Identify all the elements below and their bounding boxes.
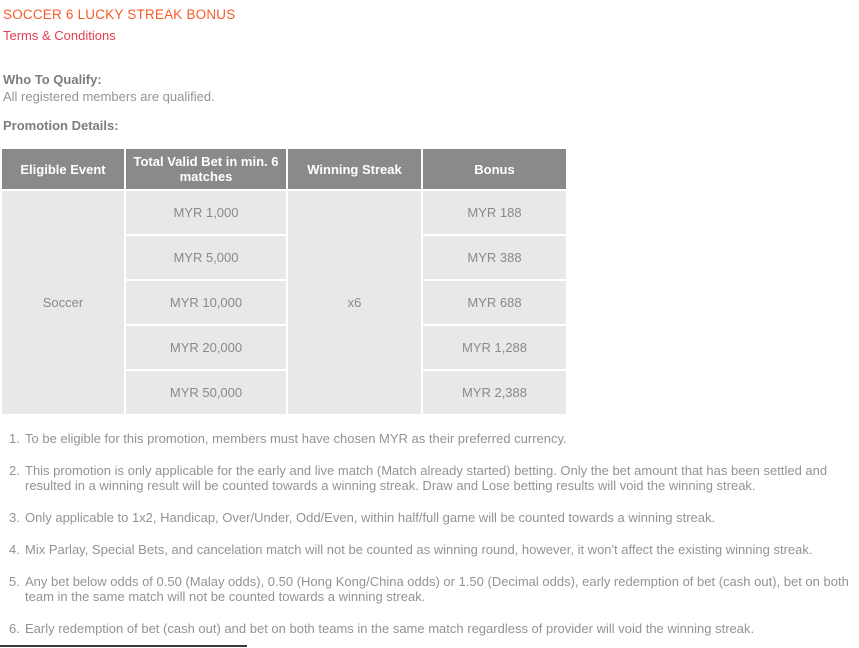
bet-cell: MYR 20,000	[126, 326, 286, 369]
table-row	[2, 191, 566, 234]
bet-cell: MYR 5,000	[126, 236, 286, 279]
qualify-text: All registered members are qualified.	[3, 89, 215, 104]
list-item-number: 2.	[9, 463, 20, 478]
bonus-table	[0, 147, 568, 416]
header-bonus: Bonus	[423, 149, 566, 189]
page-title: SOCCER 6 LUCKY STREAK BONUS	[3, 7, 236, 22]
list-item-number: 5.	[9, 574, 20, 589]
list-item-number: 6.	[9, 621, 20, 636]
list-item	[9, 510, 855, 525]
list-item	[9, 574, 855, 604]
list-item-text: This promotion is only applicable for the early and live match (Match already started) betting. Only the bet amount that has been settled and resulted in a winning result will be counted towards a winning streak. Draw and Lose betting results will void the winning streak.	[25, 463, 828, 493]
list-item-number: 4.	[9, 542, 20, 557]
list-item-number: 3.	[9, 510, 20, 525]
list-item-number: 1.	[9, 431, 20, 446]
qualify-heading: Who To Qualify:	[3, 72, 102, 87]
header-total-valid-bet: Total Valid Bet in min. 6 matches	[126, 149, 286, 189]
bonus-cell: MYR 388	[423, 236, 566, 279]
bonus-table-header	[2, 149, 566, 189]
streak-cell: x6	[288, 191, 421, 414]
list-item	[9, 463, 855, 493]
bonus-cell: MYR 2,388	[423, 371, 566, 414]
terms-conditions-link[interactable]: Terms & Conditions	[3, 28, 116, 43]
bet-cell: MYR 50,000	[126, 371, 286, 414]
header-eligible-event: Eligible Event	[2, 149, 124, 189]
table-header-row	[2, 149, 566, 189]
terms-list	[0, 431, 855, 636]
bottom-divider	[0, 645, 247, 647]
list-item-text: To be eligible for this promotion, members must have chosen MYR as their preferred currency.	[25, 431, 567, 446]
bonus-cell: MYR 688	[423, 281, 566, 324]
bonus-cell: MYR 188	[423, 191, 566, 234]
bet-cell: MYR 1,000	[126, 191, 286, 234]
list-item	[9, 621, 855, 636]
bonus-table-body	[2, 191, 566, 414]
event-cell: Soccer	[2, 191, 124, 414]
list-item-text: Any bet below odds of 0.50 (Malay odds), 0.50 (Hong Kong/China odds) or 1.50 (Decimal odds), early redemption of bet (cash out), bet on both team in the same match will not be counted towards a winning streak.	[25, 574, 849, 604]
promotion-details-heading: Promotion Details:	[3, 118, 119, 133]
header-winning-streak: Winning Streak	[288, 149, 421, 189]
list-item-text: Early redemption of bet (cash out) and bet on both teams in the same match regardless of provider will void the winning streak.	[25, 621, 755, 636]
bonus-cell: MYR 1,288	[423, 326, 566, 369]
list-item	[9, 542, 855, 557]
bet-cell: MYR 10,000	[126, 281, 286, 324]
list-item-text: Only applicable to 1x2, Handicap, Over/Under, Odd/Even, within half/full game will be counted towards a winning streak.	[25, 510, 716, 525]
promo-page	[0, 7, 859, 636]
list-item-text: Mix Parlay, Special Bets, and cancelation match will not be counted as winning round, however, it won't affect the existing winning streak.	[25, 542, 813, 557]
list-item	[9, 431, 855, 446]
